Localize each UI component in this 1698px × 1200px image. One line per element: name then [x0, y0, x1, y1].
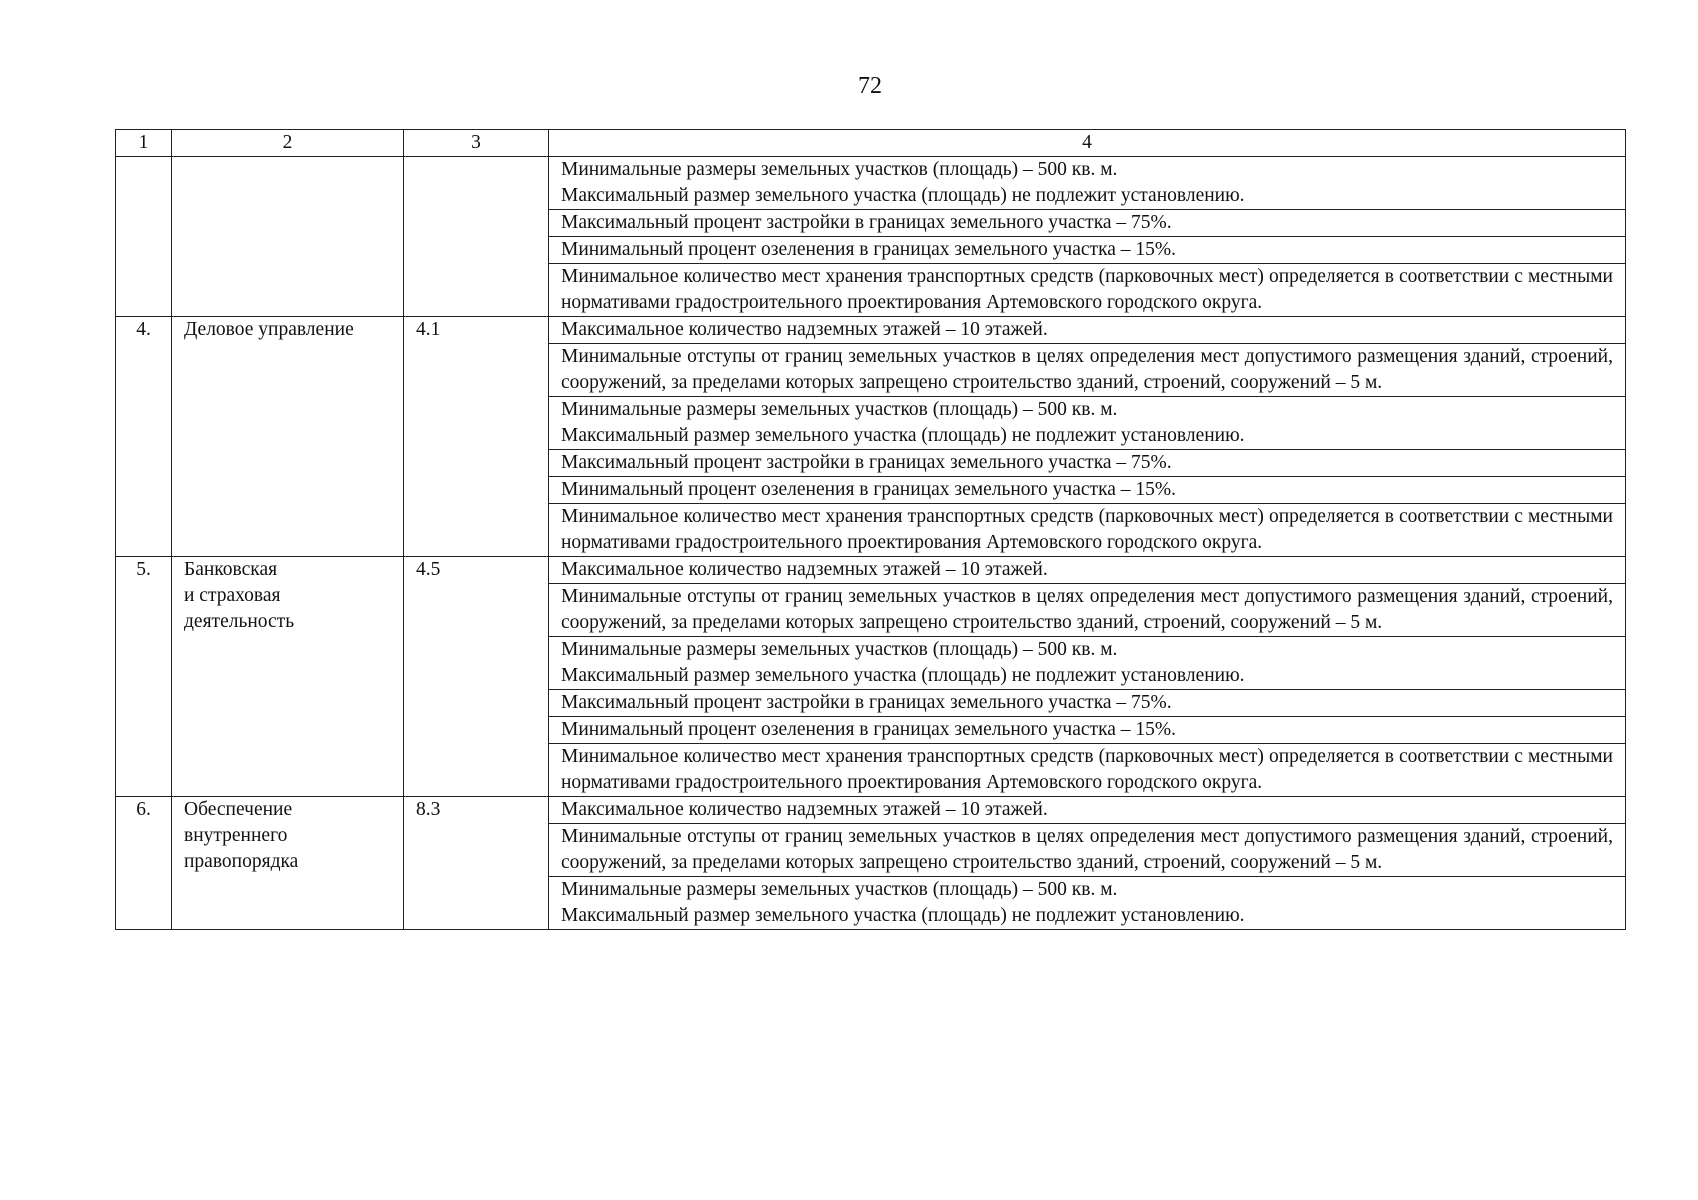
requirement-cell: Минимальные размеры земельных участков (площадь) – 500 кв. м. Максимальный размер земельного участка (площадь) не подлежит установлению. [549, 637, 1626, 690]
requirement-cell: Максимальный процент застройки в границах земельного участка – 75%. [549, 690, 1626, 717]
table-header-row [116, 130, 1626, 157]
use-code-cell: 4.5 [404, 557, 549, 797]
table-row [116, 157, 1626, 210]
requirement-cell: Минимальные размеры земельных участков (площадь) – 500 кв. м. Максимальный размер земельного участка (площадь) не подлежит установлению. [549, 157, 1626, 210]
row-number-cell: 6. [116, 797, 172, 930]
requirement-cell: Максимальное количество надземных этажей – 10 этажей. [549, 317, 1626, 344]
requirement-cell: Минимальные отступы от границ земельных участков в целях определения мест допустимого размещения зданий, строений, сооружений, за пределами которых запрещено строительство зданий, строений, сооружений – 5 м. [549, 824, 1626, 877]
use-code-cell: 8.3 [404, 797, 549, 930]
requirement-cell: Минимальное количество мест хранения транспортных средств (парковочных мест) определяется в соответствии с местными нормативами градостроительного проектирования Артемовского городского округа. [549, 504, 1626, 557]
requirement-cell: Минимальный процент озеленения в границах земельного участка – 15%. [549, 477, 1626, 504]
regulations-table [115, 129, 1626, 930]
use-code-cell [404, 157, 549, 317]
table-row [116, 557, 1626, 584]
permitted-use-name-cell: Деловое управление [172, 317, 404, 557]
header-col-1: 1 [116, 130, 172, 157]
requirement-cell: Минимальное количество мест хранения транспортных средств (парковочных мест) определяется в соответствии с местными нормативами градостроительного проектирования Артемовского городского округа. [549, 264, 1626, 317]
requirement-cell: Максимальный процент застройки в границах земельного участка – 75%. [549, 210, 1626, 237]
header-col-4: 4 [549, 130, 1626, 157]
row-number-cell: 4. [116, 317, 172, 557]
page-number: 72 [858, 73, 882, 99]
table-row [116, 797, 1626, 824]
use-code-cell: 4.1 [404, 317, 549, 557]
requirement-cell: Минимальные отступы от границ земельных участков в целях определения мест допустимого размещения зданий, строений, сооружений, за пределами которых запрещено строительство зданий, строений, сооружений – 5 м. [549, 344, 1626, 397]
table-row [116, 317, 1626, 344]
permitted-use-name-cell: Обеспечение внутреннего правопорядка [172, 797, 404, 930]
row-number-cell [116, 157, 172, 317]
permitted-use-name-cell: Банковская и страховая деятельность [172, 557, 404, 797]
requirement-cell: Минимальные размеры земельных участков (площадь) – 500 кв. м. Максимальный размер земельного участка (площадь) не подлежит установлению. [549, 877, 1626, 930]
requirement-cell: Минимальный процент озеленения в границах земельного участка – 15%. [549, 717, 1626, 744]
requirement-cell: Максимальный процент застройки в границах земельного участка – 75%. [549, 450, 1626, 477]
row-number-cell: 5. [116, 557, 172, 797]
requirement-cell: Максимальное количество надземных этажей – 10 этажей. [549, 557, 1626, 584]
requirement-cell: Максимальное количество надземных этажей – 10 этажей. [549, 797, 1626, 824]
requirement-cell: Минимальные размеры земельных участков (площадь) – 500 кв. м. Максимальный размер земельного участка (площадь) не подлежит установлению. [549, 397, 1626, 450]
permitted-use-name-cell [172, 157, 404, 317]
header-col-3: 3 [404, 130, 549, 157]
requirement-cell: Минимальный процент озеленения в границах земельного участка – 15%. [549, 237, 1626, 264]
requirement-cell: Минимальные отступы от границ земельных участков в целях определения мест допустимого размещения зданий, строений, сооружений, за пределами которых запрещено строительство зданий, строений, сооружений – 5 м. [549, 584, 1626, 637]
header-col-2: 2 [172, 130, 404, 157]
requirement-cell: Минимальное количество мест хранения транспортных средств (парковочных мест) определяется в соответствии с местными нормативами градостроительного проектирования Артемовского городского округа. [549, 744, 1626, 797]
